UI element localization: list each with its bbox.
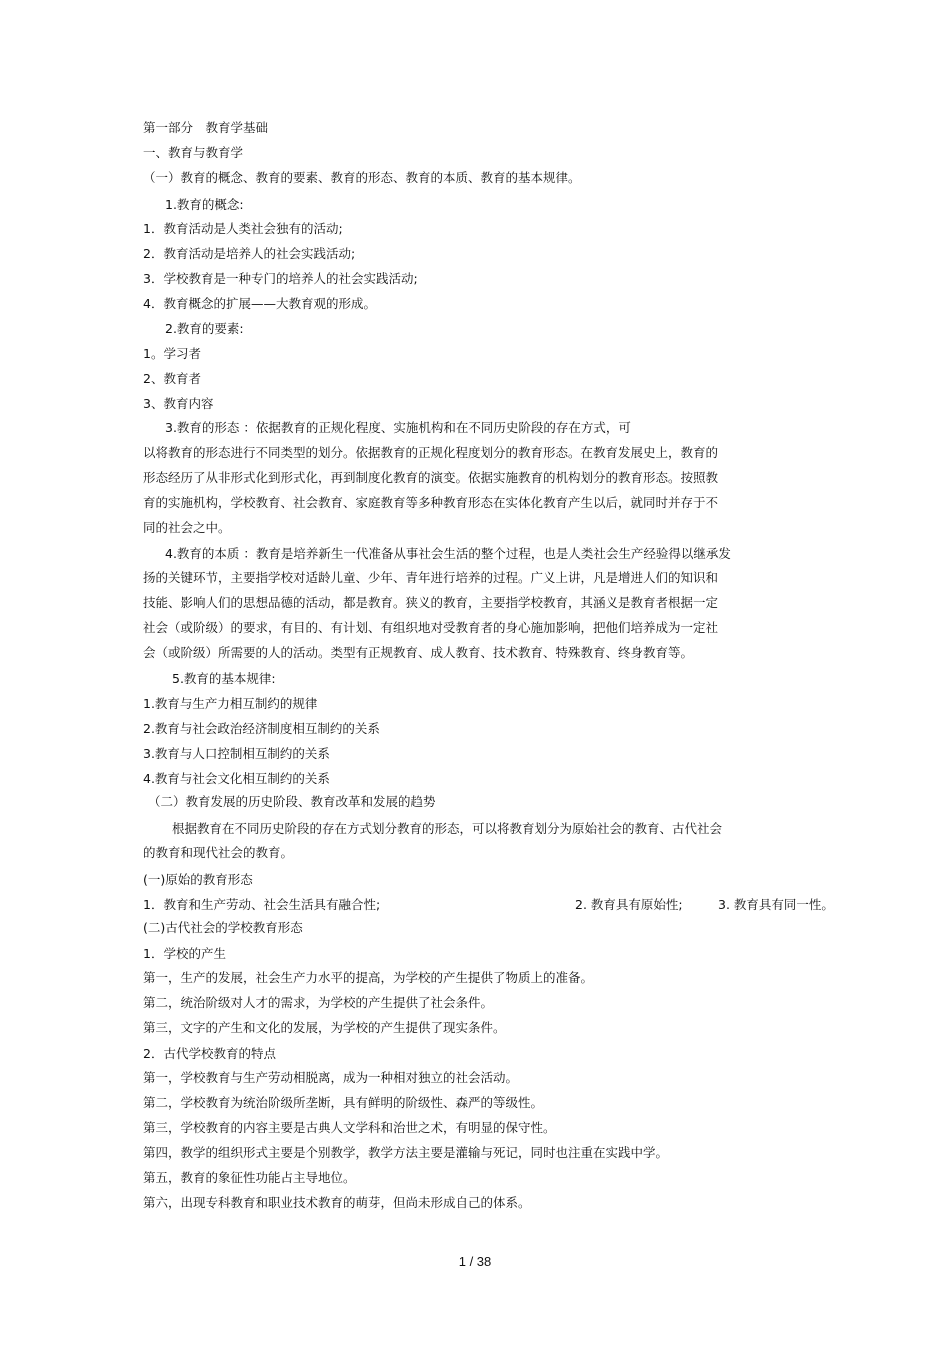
paragraph-line: 社会（或阶级）的要求，有目的、有计划、有组织地对受教育者的身心施加影响，把他们培养成为一定社	[143, 620, 719, 635]
subheading: (二)古代社会的学校教育形态	[143, 920, 303, 935]
list-item: 第五，教育的象征性功能占主导地位。	[143, 1170, 356, 1185]
paragraph-line: 根据教育在不同历史阶段的存在方式划分教育的形态，可以将教育划分为原始社会的教育、古代社会	[172, 821, 723, 836]
subheading: (一)原始的教育形态	[143, 872, 253, 887]
list-item: 第六，出现专科教育和职业技术教育的萌芽，但尚未形成自己的体系。	[143, 1195, 531, 1210]
list-item: 第四，教学的组织形式主要是个别教学，教学方法主要是灌输与死记，同时也注重在实践中学。	[143, 1145, 669, 1160]
subsection-heading: （二）教育发展的历史阶段、教育改革和发展的趋势	[148, 794, 436, 809]
list-item: 第二，学校教育为统治阶级所垄断，具有鲜明的阶级性、森严的等级性。	[143, 1095, 544, 1110]
paragraph-line: 扬的关键环节，主要指学校对适龄儿童、少年、青年进行培养的过程。广义上讲，凡是增进人们的知识和	[143, 570, 719, 585]
list-item: 第二，统治阶级对人才的需求，为学校的产生提供了社会条件。	[143, 995, 494, 1010]
list-item: 3.教育与人口控制相互制约的关系	[143, 746, 330, 761]
list-line	[143, 897, 843, 913]
list-item: 4．教育概念的扩展——大教育观的形成。	[143, 296, 376, 311]
part-title: 第一部分 教育学基础	[143, 120, 269, 135]
paragraph-line: 会（或阶级）所需要的人的活动。类型有正规教育、成人教育、技术教育、特殊教育、终身教育等。	[143, 645, 694, 660]
list-item: 第三，学校教育的内容主要是古典人文学科和治世之术，有明显的保守性。	[143, 1120, 556, 1135]
list-item: 4.教育与社会文化相互制约的关系	[143, 771, 330, 786]
list-item: 1．教育活动是人类社会独有的活动;	[143, 221, 343, 236]
paragraph-line: 4.教育的本质 ：教育是培养新生一代准备从事社会生活的整个过程，也是人类社会生产经验得以继承发	[165, 546, 731, 561]
paragraph-line: 形态经历了从非形式化到形式化，再到制度化教育的演变。依据实施教育的机构划分的教育形态。按照教	[143, 470, 719, 485]
list-item: 1.教育与生产力相互制约的规律	[143, 696, 318, 711]
list-item: 1．教育和生产劳动、社会生活具有融合性;	[143, 897, 381, 912]
list-item: 第一，学校教育与生产劳动相脱离，成为一种相对独立的社会活动。	[143, 1070, 519, 1085]
item-heading: 2.教育的要素:	[165, 321, 244, 336]
list-item: 第一，生产的发展，社会生产力水平的提高，为学校的产生提供了物质上的准备。	[143, 970, 594, 985]
paragraph-line: 技能、影响人们的思想品德的活动，都是教育。狭义的教育，主要指学校教育，其涵义是教育者根据一定	[143, 595, 719, 610]
list-item: 2. 教育具有原始性;	[575, 897, 683, 912]
list-item: 3、教育内容	[143, 396, 214, 411]
paragraph-line: 同的社会之中。	[143, 520, 231, 535]
list-item: 1。学习者	[143, 346, 201, 361]
list-item: 2、教育者	[143, 371, 201, 386]
page-number: 1 / 38	[458, 1254, 492, 1269]
section-heading: 一、教育与教育学	[143, 145, 244, 160]
paragraph-line: 育的实施机构，学校教育、社会教育、家庭教育等多种教育形态在实体化教育产生以后，就同时并存于不	[143, 495, 719, 510]
paragraph-line: 的教育和现代社会的教育。	[143, 845, 294, 860]
list-item: 2．古代学校教育的特点	[143, 1046, 276, 1061]
item-heading: 1.教育的概念:	[165, 197, 244, 212]
list-item: 1．学校的产生	[143, 946, 226, 961]
list-item: 2.教育与社会政治经济制度相互制约的关系	[143, 721, 380, 736]
paragraph-line: 以将教育的形态进行不同类型的划分。依据教育的正规化程度划分的教育形态。在教育发展史上，教育的	[143, 445, 719, 460]
list-item: 3．学校教育是一种专门的培养人的社会实践活动;	[143, 271, 418, 286]
list-item: 3. 教育具有同一性。	[718, 897, 834, 912]
list-item: 第三，文字的产生和文化的发展，为学校的产生提供了现实条件。	[143, 1020, 506, 1035]
list-item: 2．教育活动是培养人的社会实践活动;	[143, 246, 356, 261]
subsection-heading: （一）教育的概念、教育的要素、教育的形态、教育的本质、教育的基本规律。	[143, 170, 581, 185]
item-heading: 5.教育的基本规律:	[172, 671, 276, 686]
paragraph-line: 3.教育的形态 ：依据教育的正规化程度、实施机构和在不同历史阶段的存在方式，可	[165, 420, 631, 435]
